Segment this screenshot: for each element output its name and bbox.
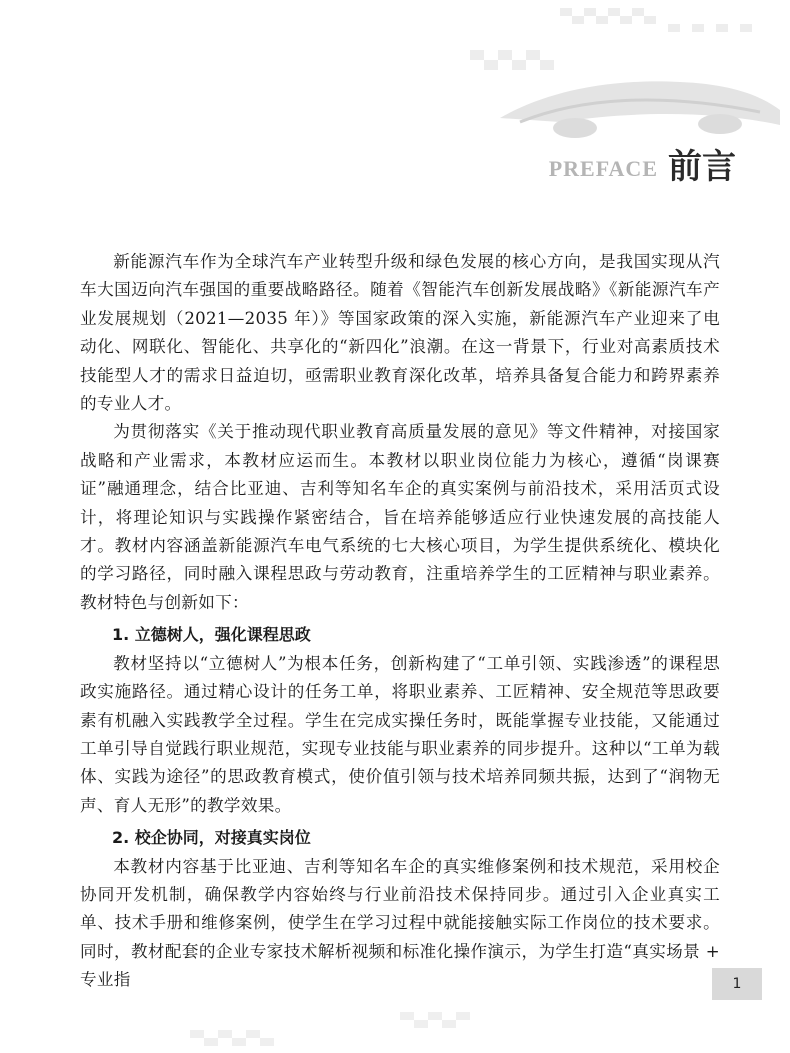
preface-body [80, 248, 720, 995]
preface-english-title: PREFACE [548, 156, 658, 181]
page-number: 1 [712, 968, 762, 1000]
section-heading-2: 2. 校企协同，对接真实岗位 [112, 828, 311, 848]
preface-chinese-title: 前言 [668, 147, 736, 187]
paragraph-3: 教材坚持以“立德树人”为根本任务，创新构建了“工单引领、实践渗透”的课程思政实施路径。通过精心设计的任务工单，将职业素养、工匠精神、安全规范等思政要素有机融入实践教学全过程。学生在完成实操任务时，既能掌握专业技能，又能通过工单引导自觉践行职业规范，实现专业技能与职业素养的同步提升。这种以“工单为载体、实践为途径”的思政教育模式，使价值引领与技术培养同频共振，达到了“润物无声、育人无形”的教学效果。 [80, 653, 720, 815]
checkered-bottom-decoration [0, 1000, 790, 1053]
car-checkered-decoration [0, 0, 790, 160]
paragraph-2: 为贯彻落实《关于推动现代职业教育高质量发展的意见》等文件精神，对接国家战略和产业需求，本教材应运而生。本教材以职业岗位能力为核心，遵循“岗课赛证”融通理念，结合比亚迪、吉利等知名车企的真实案例与前沿技术，采用活页式设计，将理论知识与实践操作紧密结合，旨在培养能够适应行业快速发展的高技能人才。教材内容涵盖新能源汽车电气系统的七大核心项目，为学生提供系统化、模块化的学习路径，同时融入课程思政与劳动教育，注重培养学生的工匠精神与职业素养。教材特色与创新如下： [80, 422, 720, 612]
page-header [548, 147, 736, 187]
paragraph-4: 本教材内容基于比亚迪、吉利等知名车企的真实维修案例和技术规范，采用校企协同开发机制，确保教学内容始终与行业前沿技术保持同步。通过引入企业真实工单、技术手册和维修案例，使学生在学习过程中就能接触实际工作岗位的技术要求。同时，教材配套的企业专家技术解析视频和标准化操作演示，为学生打造“真实场景 + 专业指 [80, 856, 720, 990]
section-heading-1: 1. 立德树人，强化课程思政 [112, 625, 311, 645]
paragraph-1: 新能源汽车作为全球汽车产业转型升级和绿色发展的核心方向，是我国实现从汽车大国迈向汽车强国的重要战略路径。随着《智能汽车创新发展战略》《新能源汽车产业发展规划（2021—2035 年）》等国家政策的深入实施，新能源汽车产业迎来了电动化、网联化、智能化、共享化的“新四化”浪潮。在这一背景下，行业对高素质技术技能型人才的需求日益迫切，亟需职业教育深化改革，培养具备复合能力和跨界素养的专业人才。 [80, 252, 720, 414]
